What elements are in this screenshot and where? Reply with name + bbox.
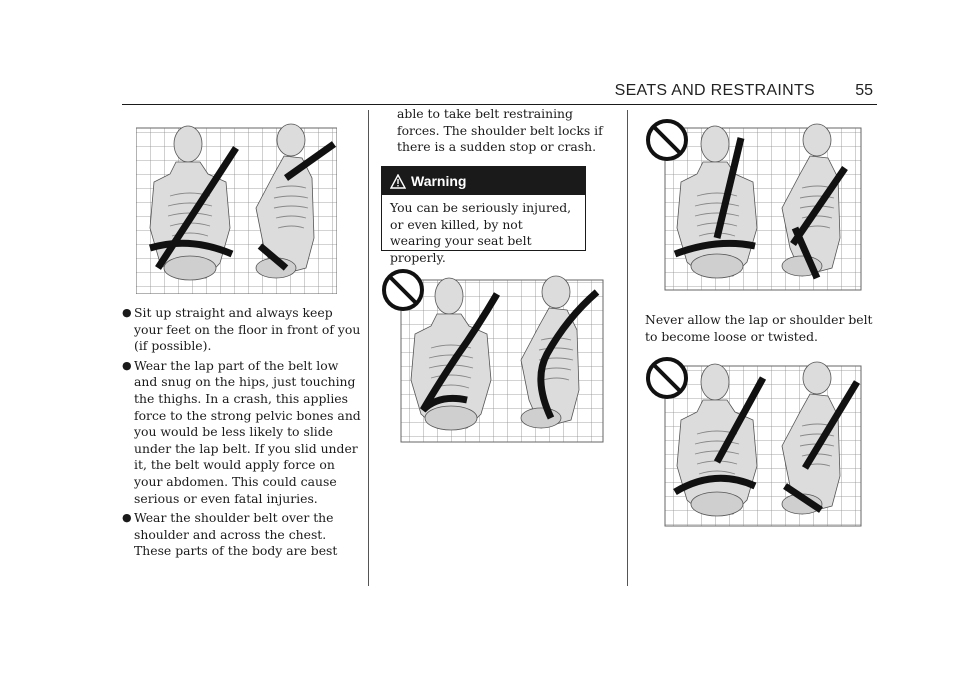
figure-belt-twisted <box>645 356 863 528</box>
figure-belt-incorrect-image <box>645 118 863 292</box>
figure-correct-belt-image <box>136 118 337 294</box>
warning-box <box>381 166 586 265</box>
column-divider-right <box>627 110 628 586</box>
warning-title: Warning <box>411 173 467 189</box>
instruction-list <box>122 305 362 563</box>
page-number: 55 <box>855 82 873 99</box>
figure-correct-belt <box>136 118 337 294</box>
list-item <box>122 305 362 355</box>
prohibited-icon <box>648 121 686 159</box>
bullet-icon: ● <box>122 306 132 319</box>
warning-header <box>382 167 585 195</box>
continued-text: able to take belt restraining forces. The shoulder belt locks if there is a sudden stop or crash. <box>397 106 603 155</box>
warning-icon <box>390 174 406 189</box>
section-title: SEATS AND RESTRAINTS <box>614 82 815 99</box>
figure-belt-loose <box>381 268 605 444</box>
bullet-icon: ● <box>122 358 132 372</box>
figure-belt-incorrect <box>645 118 863 292</box>
page-header <box>122 82 877 105</box>
bullet-icon: ● <box>122 511 132 525</box>
prohibited-icon <box>648 359 686 397</box>
figure-belt-loose-image <box>381 268 605 444</box>
prohibited-icon <box>384 271 422 309</box>
list-item-text: Sit up straight and always keep your feet on the floor in front of you (if possible). <box>134 305 361 354</box>
figure-belt-twisted-image <box>645 356 863 528</box>
column-divider-left <box>368 110 369 586</box>
warning-body: You can be seriously injured, or even killed, by not wearing your seat belt properly. <box>390 200 572 265</box>
list-item-text: Wear the shoulder belt over the shoulder and across the chest. These parts of the body are best <box>134 510 338 559</box>
list-item <box>122 358 362 507</box>
list-item-text: Wear the lap part of the belt low and snug on the hips, just touching the thighs. In a crash, this applies force to the strong pelvic bones and you would be less likely to slide under the lap belt. If you slid under it, the belt would apply force on your abdomen. This could cause serious or even fatal injuries. <box>134 357 361 506</box>
twisted-belt-text: Never allow the lap or shoulder belt to become loose or twisted. <box>645 312 873 344</box>
list-item <box>122 510 362 560</box>
